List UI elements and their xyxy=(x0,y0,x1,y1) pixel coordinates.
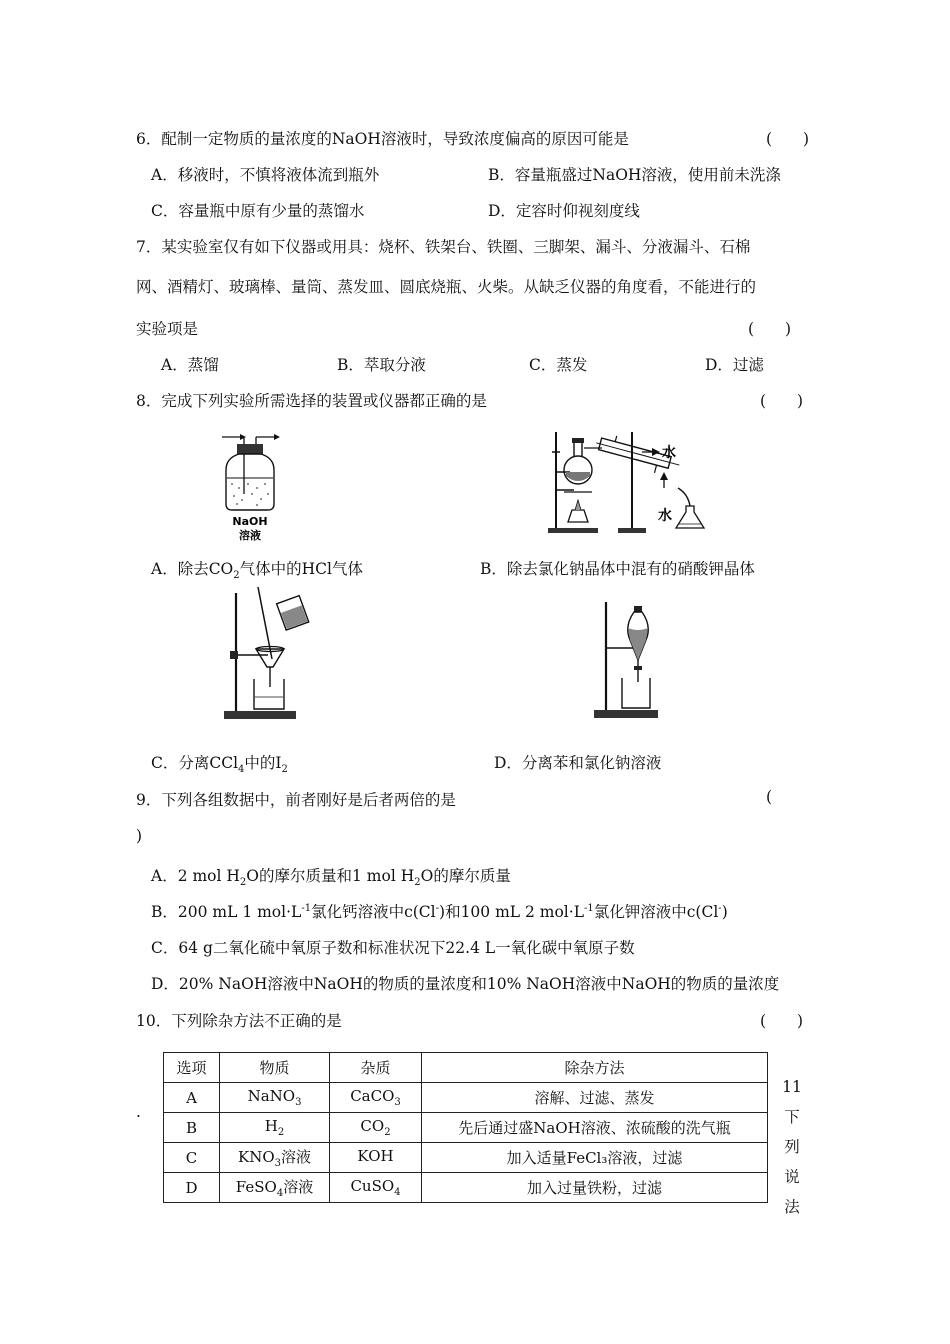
figure-a-label-solution: 溶液 xyxy=(239,529,261,542)
figure-b-water-in-label: 水 xyxy=(658,508,672,524)
figure-a-label-naoh: NaOH xyxy=(232,515,268,528)
table-row xyxy=(164,1083,768,1113)
cell-substance: FeSO$_4$溶液 xyxy=(220,1173,330,1203)
figure-b-water-out-label: 水 xyxy=(662,445,676,461)
cell-method: 加入过量铁粉，过滤 xyxy=(422,1173,768,1203)
q7-option-c: C．蒸发 xyxy=(529,356,588,374)
cell-impurity: KOH xyxy=(330,1143,422,1173)
q8-answer-paren: ( ) xyxy=(760,392,804,410)
q6-answer-paren: ( ) xyxy=(766,130,810,148)
table-row xyxy=(164,1113,768,1143)
table-row xyxy=(164,1143,768,1173)
q7-option-b: B．萃取分液 xyxy=(337,356,426,374)
q11-char: 列 xyxy=(784,1138,800,1156)
cell-impurity: $CO_2$ xyxy=(330,1113,422,1143)
cell-option: C xyxy=(164,1143,220,1173)
header-impurity: 杂质 xyxy=(330,1053,422,1083)
q7-option-a: A．蒸馏 xyxy=(161,356,219,374)
q7-option-d: D．过滤 xyxy=(705,356,764,374)
q9-stem: 9．下列各组数据中，前者刚好是后者两倍的是 xyxy=(136,791,456,809)
q11-char: 11 xyxy=(782,1078,802,1096)
q6-stem: 6．配制一定物质的量浓度的NaOH溶液时，导致浓度偏高的原因可能是 xyxy=(136,130,629,148)
cell-method: 溶解、过滤、蒸发 xyxy=(422,1083,768,1113)
cell-option: B xyxy=(164,1113,220,1143)
table-row xyxy=(164,1173,768,1203)
figure-a-gas-washing-bottle xyxy=(212,428,292,546)
q11-char: 说 xyxy=(784,1168,800,1186)
q9-option-d: D．20% NaOH溶液中NaOH的物质的量浓度和10% NaOH溶液中NaOH的物质的量浓度 xyxy=(151,975,780,993)
cell-substance: NaNO$_3$ xyxy=(220,1083,330,1113)
cell-method: 加入适量FeCl₃溶液，过滤 xyxy=(422,1143,768,1173)
impurity-removal-table xyxy=(163,1052,768,1203)
q8-option-a: A．除去$CO_2$气体中的HCl气体 xyxy=(151,560,363,582)
cell-option: D xyxy=(164,1173,220,1203)
figure-d-separatory-funnel xyxy=(590,598,670,722)
cell-impurity: CuSO$_4$ xyxy=(330,1173,422,1203)
header-method: 除杂方法 xyxy=(422,1053,768,1083)
q6-option-a: A．移液时，不慎将液体流到瓶外 xyxy=(151,166,380,184)
cell-substance: $H_2$ xyxy=(220,1113,330,1143)
q6-option-b: B．容量瓶盛过NaOH溶液，使用前未洗涤 xyxy=(488,166,781,184)
q9-answer-paren-open: ( xyxy=(766,788,773,806)
q7-answer-paren: ( ) xyxy=(748,320,792,338)
q6-option-c: C．容量瓶中原有少量的蒸馏水 xyxy=(151,202,365,220)
q8-option-d: D．分离苯和氯化钠溶液 xyxy=(494,754,662,772)
q11-char: 法 xyxy=(784,1198,800,1216)
q8-option-b: B．除去氯化钠晶体中混有的硝酸钾晶体 xyxy=(480,560,755,578)
q9-option-c: C．64 g二氧化硫中氧原子数和标准状况下22.4 L一氧化碳中氧原子数 xyxy=(151,939,635,957)
cell-method: 先后通过盛NaOH溶液、浓硫酸的洗气瓶 xyxy=(422,1113,768,1143)
header-substance: 物质 xyxy=(220,1053,330,1083)
figure-b-distillation-apparatus xyxy=(540,428,715,536)
q7-stem-line1: 7．某实验室仅有如下仪器或用具：烧杯、铁架台、铁圈、三脚架、漏斗、分液漏斗、石棉 xyxy=(136,238,751,256)
q11-leading-dot: . xyxy=(136,1103,141,1121)
q7-stem-line2: 网、酒精灯、玻璃棒、量筒、蒸发皿、圆底烧瓶、火柴。从缺乏仪器的角度看，不能进行的 xyxy=(136,278,757,296)
cell-option: A xyxy=(164,1083,220,1113)
header-option: 选项 xyxy=(164,1053,220,1083)
q10-stem: 10．下列除杂方法不正确的是 xyxy=(136,1012,342,1030)
q8-stem: 8．完成下列实验所需选择的装置或仪器都正确的是 xyxy=(136,392,487,410)
q7-stem-line3: 实验项是 xyxy=(136,320,199,338)
cell-impurity: CaCO$_3$ xyxy=(330,1083,422,1113)
q9-option-a: A．2 mol $H_2O$的摩尔质量和1 mol $H_2O$的摩尔质量 xyxy=(151,867,511,889)
q6-option-d: D．定容时仰视刻度线 xyxy=(488,202,640,220)
q11-vertical-text xyxy=(781,1072,803,1222)
table-header-row xyxy=(164,1053,768,1083)
q8-option-c: C．分离CCl$_4$中的$I_2$ xyxy=(151,754,288,776)
q9-option-b: B．200 mL 1 $mol\cdot L^{-1}$氯化钙溶液中c(Cl-)和100 mL 2 $mol\cdot L^{-1}$氯化钾溶液中c(Cl-) xyxy=(151,902,728,921)
q10-answer-paren: ( ) xyxy=(760,1012,804,1030)
cell-substance: $KNO_3$溶液 xyxy=(220,1143,330,1173)
q9-answer-paren-close: ) xyxy=(136,827,143,845)
figure-c-filtration-apparatus xyxy=(220,585,320,723)
q11-char: 下 xyxy=(784,1108,800,1126)
